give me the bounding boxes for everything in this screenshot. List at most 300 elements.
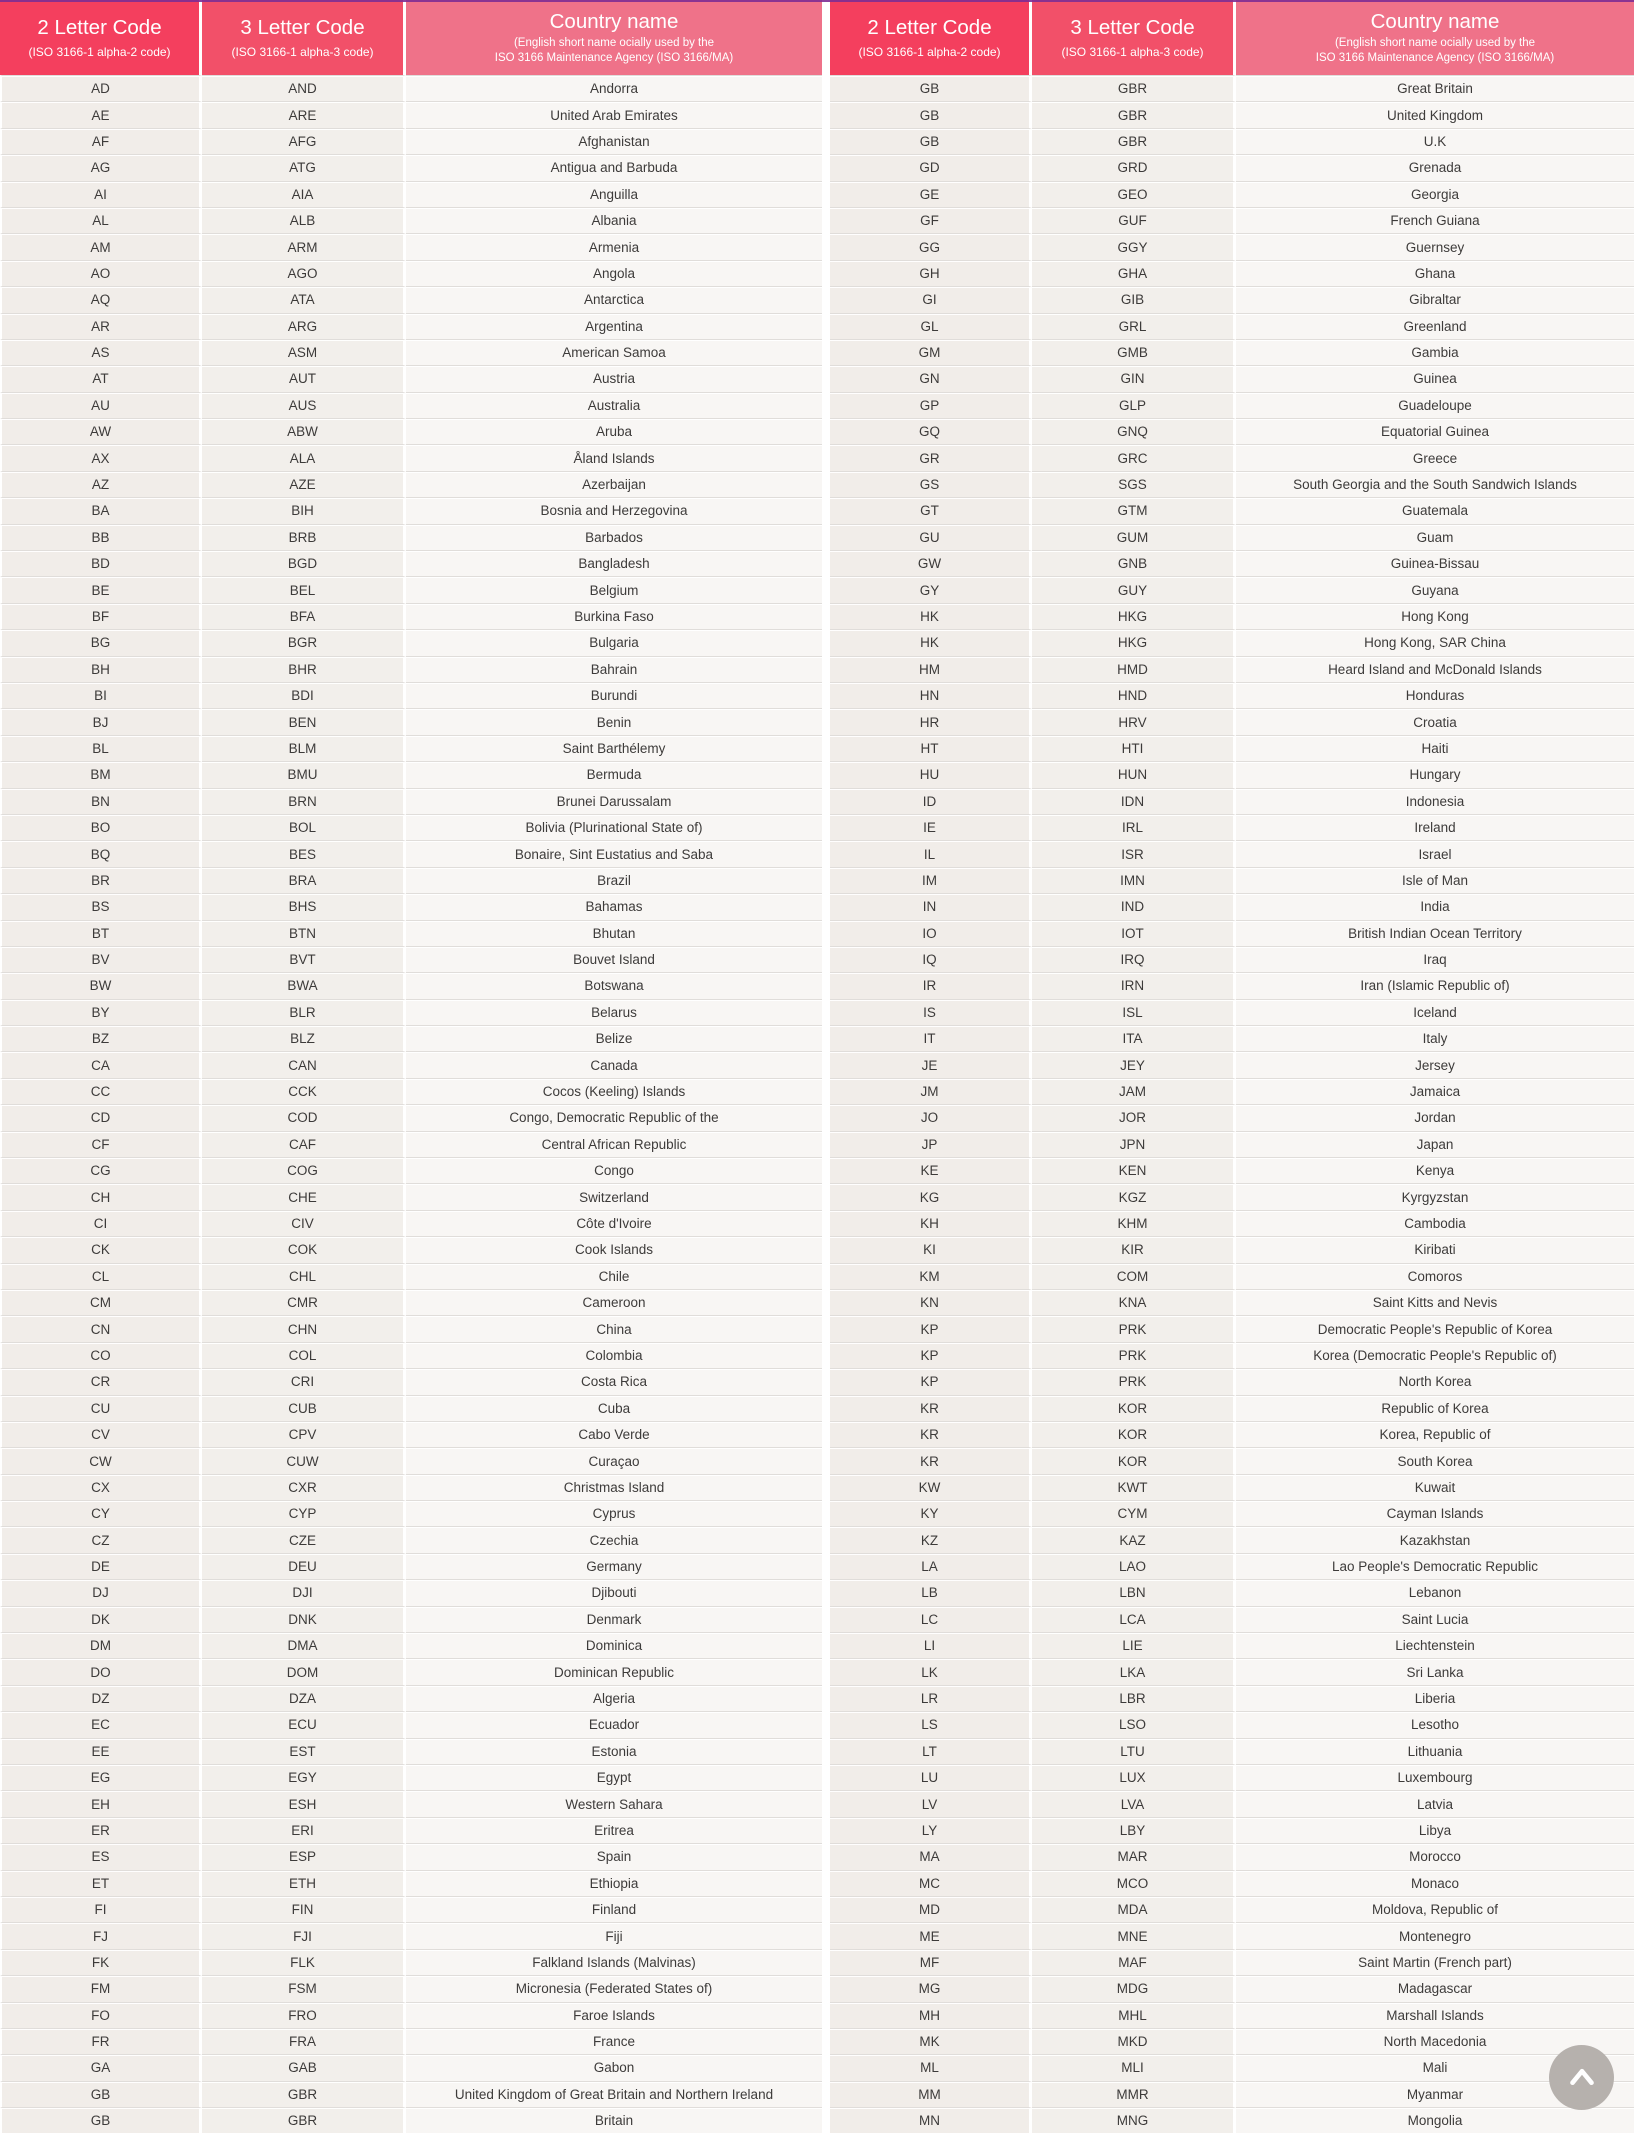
alpha2-cell: BJ bbox=[0, 708, 202, 734]
country-name-cell: Bahamas bbox=[406, 893, 822, 919]
alpha2-cell: GQ bbox=[830, 418, 1032, 444]
table-row bbox=[0, 1526, 822, 1552]
table-row bbox=[0, 1395, 822, 1421]
table-row bbox=[830, 761, 1634, 787]
table-row bbox=[830, 682, 1634, 708]
country-name-cell: Iran (Islamic Republic of) bbox=[1236, 972, 1634, 998]
alpha3-cell: LSO bbox=[1032, 1711, 1236, 1737]
alpha2-cell: BD bbox=[0, 550, 202, 576]
table-row bbox=[830, 946, 1634, 972]
alpha3-cell: HKG bbox=[1032, 603, 1236, 629]
alpha3-cell: ATA bbox=[202, 286, 406, 312]
alpha2-cell: JO bbox=[830, 1104, 1032, 1130]
alpha3-cell: BES bbox=[202, 840, 406, 866]
table-row bbox=[0, 1078, 822, 1104]
alpha3-cell: BHS bbox=[202, 893, 406, 919]
country-name-cell: Myanmar bbox=[1236, 2081, 1634, 2107]
alpha2-cell: CF bbox=[0, 1131, 202, 1157]
table-row bbox=[0, 920, 822, 946]
alpha3-cell: GRD bbox=[1032, 154, 1236, 180]
country-name-cell: Mali bbox=[1236, 2054, 1634, 2080]
alpha3-cell: ARG bbox=[202, 313, 406, 339]
alpha3-cell: HMD bbox=[1032, 656, 1236, 682]
table-row bbox=[0, 1843, 822, 1869]
header-3letter-code bbox=[1032, 0, 1236, 75]
alpha2-cell: GB bbox=[830, 128, 1032, 154]
table-row bbox=[0, 946, 822, 972]
alpha2-cell: AT bbox=[0, 365, 202, 391]
country-name-cell: Kuwait bbox=[1236, 1474, 1634, 1500]
table-row bbox=[830, 735, 1634, 761]
table-row bbox=[830, 286, 1634, 312]
table-row bbox=[830, 1157, 1634, 1183]
alpha2-cell: KE bbox=[830, 1157, 1032, 1183]
country-name-cell: Belize bbox=[406, 1025, 822, 1051]
table-row bbox=[0, 1315, 822, 1341]
alpha3-cell: CUW bbox=[202, 1447, 406, 1473]
table-row bbox=[830, 1553, 1634, 1579]
table-row bbox=[830, 1395, 1634, 1421]
alpha2-cell: AX bbox=[0, 444, 202, 470]
table-row bbox=[830, 181, 1634, 207]
alpha2-cell: AD bbox=[0, 75, 202, 101]
country-name-cell: South Korea bbox=[1236, 1447, 1634, 1473]
alpha2-cell: GR bbox=[830, 444, 1032, 470]
alpha2-cell: HU bbox=[830, 761, 1032, 787]
header-subtitle: (ISO 3166-1 alpha-2 code) bbox=[858, 44, 1001, 59]
country-name-cell: China bbox=[406, 1315, 822, 1341]
table-row bbox=[830, 1368, 1634, 1394]
country-name-cell: Azerbaijan bbox=[406, 471, 822, 497]
alpha2-cell: CD bbox=[0, 1104, 202, 1130]
table-row bbox=[0, 2028, 822, 2054]
table-row bbox=[830, 788, 1634, 814]
table-row bbox=[830, 1922, 1634, 1948]
alpha3-cell: MHL bbox=[1032, 2002, 1236, 2028]
alpha2-cell: DZ bbox=[0, 1685, 202, 1711]
table-row bbox=[830, 867, 1634, 893]
table-row bbox=[830, 1949, 1634, 1975]
alpha2-cell: HN bbox=[830, 682, 1032, 708]
country-name-cell: Austria bbox=[406, 365, 822, 391]
country-name-cell: Aruba bbox=[406, 418, 822, 444]
table-row bbox=[0, 1817, 822, 1843]
alpha3-cell: GRL bbox=[1032, 313, 1236, 339]
alpha2-cell: GB bbox=[0, 2081, 202, 2107]
country-name-cell: Spain bbox=[406, 1843, 822, 1869]
header-2letter-code bbox=[0, 0, 202, 75]
alpha3-cell: COD bbox=[202, 1104, 406, 1130]
country-name-cell: Guyana bbox=[1236, 576, 1634, 602]
alpha2-cell: AU bbox=[0, 392, 202, 418]
country-name-cell: Burundi bbox=[406, 682, 822, 708]
alpha3-cell: SGS bbox=[1032, 471, 1236, 497]
table-row bbox=[830, 840, 1634, 866]
table-row bbox=[0, 1474, 822, 1500]
header-2letter-code bbox=[830, 0, 1032, 75]
alpha2-cell: BL bbox=[0, 735, 202, 761]
header-subtitle: ISO 3166 Maintenance Agency (ISO 3166/MA) bbox=[494, 52, 734, 65]
alpha3-cell: KIR bbox=[1032, 1236, 1236, 1262]
table-row bbox=[830, 1817, 1634, 1843]
alpha3-cell: ESP bbox=[202, 1843, 406, 1869]
alpha2-cell: MF bbox=[830, 1949, 1032, 1975]
table-row bbox=[0, 181, 822, 207]
table-row bbox=[0, 1342, 822, 1368]
alpha2-cell: GY bbox=[830, 576, 1032, 602]
table-row bbox=[0, 1051, 822, 1077]
country-name-cell: Bonaire, Sint Eustatius and Saba bbox=[406, 840, 822, 866]
country-name-cell: British Indian Ocean Territory bbox=[1236, 920, 1634, 946]
country-name-cell: Åland Islands bbox=[406, 444, 822, 470]
alpha2-cell: IN bbox=[830, 893, 1032, 919]
alpha3-cell: BRA bbox=[202, 867, 406, 893]
alpha3-cell: MNE bbox=[1032, 1922, 1236, 1948]
alpha2-cell: GH bbox=[830, 260, 1032, 286]
alpha2-cell: BV bbox=[0, 946, 202, 972]
alpha3-cell: GUF bbox=[1032, 207, 1236, 233]
table-row bbox=[830, 1606, 1634, 1632]
alpha3-cell: CAF bbox=[202, 1131, 406, 1157]
alpha3-cell: BGD bbox=[202, 550, 406, 576]
alpha3-cell: ARM bbox=[202, 233, 406, 259]
country-name-cell: Sri Lanka bbox=[1236, 1658, 1634, 1684]
country-name-cell: Burkina Faso bbox=[406, 603, 822, 629]
table-row bbox=[0, 1157, 822, 1183]
alpha3-cell: BIH bbox=[202, 497, 406, 523]
alpha3-cell: BVT bbox=[202, 946, 406, 972]
country-name-cell: Heard Island and McDonald Islands bbox=[1236, 656, 1634, 682]
country-name-cell: Bosnia and Herzegovina bbox=[406, 497, 822, 523]
alpha3-cell: ALA bbox=[202, 444, 406, 470]
alpha2-cell: IO bbox=[830, 920, 1032, 946]
alpha3-cell: BRB bbox=[202, 524, 406, 550]
country-name-cell: Honduras bbox=[1236, 682, 1634, 708]
table-row bbox=[0, 656, 822, 682]
country-name-cell: Republic of Korea bbox=[1236, 1395, 1634, 1421]
country-name-cell: Croatia bbox=[1236, 708, 1634, 734]
table-row bbox=[830, 524, 1634, 550]
table-row bbox=[0, 1738, 822, 1764]
header-title: 3 Letter Code bbox=[240, 16, 365, 40]
table-row bbox=[830, 128, 1634, 154]
alpha3-cell: BGR bbox=[202, 629, 406, 655]
country-name-cell: Madagascar bbox=[1236, 1975, 1634, 2001]
table-row bbox=[0, 471, 822, 497]
table-row bbox=[0, 233, 822, 259]
table-row bbox=[0, 260, 822, 286]
alpha2-cell: GU bbox=[830, 524, 1032, 550]
alpha2-cell: FK bbox=[0, 1949, 202, 1975]
header-title: 2 Letter Code bbox=[37, 16, 162, 40]
table-row bbox=[830, 1236, 1634, 1262]
table-row bbox=[0, 708, 822, 734]
alpha2-cell: KW bbox=[830, 1474, 1032, 1500]
country-name-cell: American Samoa bbox=[406, 339, 822, 365]
alpha3-cell: COK bbox=[202, 1236, 406, 1262]
table-row bbox=[830, 814, 1634, 840]
chevron-up-icon bbox=[1563, 2059, 1601, 2097]
table-gap-divider bbox=[822, 0, 830, 2133]
alpha3-cell: DEU bbox=[202, 1553, 406, 1579]
alpha2-cell: MC bbox=[830, 1870, 1032, 1896]
alpha3-cell: DNK bbox=[202, 1606, 406, 1632]
alpha3-cell: BMU bbox=[202, 761, 406, 787]
alpha2-cell: DM bbox=[0, 1632, 202, 1658]
country-name-cell: Dominica bbox=[406, 1632, 822, 1658]
alpha2-cell: ER bbox=[0, 1817, 202, 1843]
table-row bbox=[830, 1500, 1634, 1526]
country-name-cell: North Macedonia bbox=[1236, 2028, 1634, 2054]
table-row bbox=[0, 1263, 822, 1289]
alpha2-cell: AO bbox=[0, 260, 202, 286]
alpha2-cell: KZ bbox=[830, 1526, 1032, 1552]
alpha3-cell: MNG bbox=[1032, 2107, 1236, 2133]
scroll-to-top-button[interactable] bbox=[1549, 2045, 1614, 2110]
country-name-cell: Djibouti bbox=[406, 1579, 822, 1605]
alpha2-cell: LS bbox=[830, 1711, 1032, 1737]
alpha3-cell: ERI bbox=[202, 1817, 406, 1843]
table-row bbox=[830, 471, 1634, 497]
alpha3-cell: KOR bbox=[1032, 1421, 1236, 1447]
alpha2-cell: HR bbox=[830, 708, 1032, 734]
alpha2-cell: DE bbox=[0, 1553, 202, 1579]
country-name-cell: Belgium bbox=[406, 576, 822, 602]
alpha3-cell: GTM bbox=[1032, 497, 1236, 523]
country-name-cell: Liberia bbox=[1236, 1685, 1634, 1711]
alpha3-cell: LUX bbox=[1032, 1764, 1236, 1790]
alpha2-cell: MK bbox=[830, 2028, 1032, 2054]
alpha3-cell: GIB bbox=[1032, 286, 1236, 312]
country-name-cell: Christmas Island bbox=[406, 1474, 822, 1500]
alpha3-cell: ASM bbox=[202, 339, 406, 365]
table-row bbox=[830, 972, 1634, 998]
table-row bbox=[0, 682, 822, 708]
alpha2-cell: CY bbox=[0, 1500, 202, 1526]
alpha3-cell: CYM bbox=[1032, 1500, 1236, 1526]
table-row bbox=[0, 365, 822, 391]
table-row bbox=[0, 840, 822, 866]
alpha3-cell: FSM bbox=[202, 1975, 406, 2001]
alpha3-cell: KOR bbox=[1032, 1447, 1236, 1473]
alpha2-cell: EE bbox=[0, 1738, 202, 1764]
alpha3-cell: FLK bbox=[202, 1949, 406, 1975]
alpha3-cell: EGY bbox=[202, 1764, 406, 1790]
alpha2-cell: LY bbox=[830, 1817, 1032, 1843]
alpha3-cell: ECU bbox=[202, 1711, 406, 1737]
table-row bbox=[0, 1210, 822, 1236]
table-row bbox=[0, 497, 822, 523]
alpha2-cell: AE bbox=[0, 101, 202, 127]
table-row bbox=[830, 1183, 1634, 1209]
table-row bbox=[0, 1553, 822, 1579]
table-row bbox=[830, 1975, 1634, 2001]
table-row bbox=[0, 1289, 822, 1315]
country-name-cell: Equatorial Guinea bbox=[1236, 418, 1634, 444]
country-name-cell: Great Britain bbox=[1236, 75, 1634, 101]
country-name-cell: Bhutan bbox=[406, 920, 822, 946]
table-row bbox=[830, 1764, 1634, 1790]
table-row bbox=[0, 603, 822, 629]
table-row bbox=[830, 418, 1634, 444]
country-name-cell: Barbados bbox=[406, 524, 822, 550]
alpha2-cell: GB bbox=[0, 2107, 202, 2133]
alpha2-cell: IS bbox=[830, 999, 1032, 1025]
table-row bbox=[830, 497, 1634, 523]
alpha3-cell: IDN bbox=[1032, 788, 1236, 814]
country-name-cell: Luxembourg bbox=[1236, 1764, 1634, 1790]
alpha3-cell: MMR bbox=[1032, 2081, 1236, 2107]
country-name-cell: Guinea bbox=[1236, 365, 1634, 391]
header-subtitle: (English short name ocially used by the bbox=[1334, 37, 1536, 50]
country-code-table-right bbox=[830, 0, 1634, 2133]
alpha2-cell: BI bbox=[0, 682, 202, 708]
country-name-cell: French Guiana bbox=[1236, 207, 1634, 233]
header-country-name bbox=[1236, 0, 1634, 75]
table-row bbox=[830, 2107, 1634, 2133]
alpha2-cell: BH bbox=[0, 656, 202, 682]
alpha2-cell: CU bbox=[0, 1395, 202, 1421]
table-row bbox=[0, 1632, 822, 1658]
alpha2-cell: IM bbox=[830, 867, 1032, 893]
table-row bbox=[0, 1949, 822, 1975]
country-name-cell: Albania bbox=[406, 207, 822, 233]
alpha2-cell: MA bbox=[830, 1843, 1032, 1869]
table-row bbox=[0, 444, 822, 470]
table-row bbox=[0, 1711, 822, 1737]
alpha3-cell: IOT bbox=[1032, 920, 1236, 946]
table-row bbox=[0, 1790, 822, 1816]
alpha2-cell: HT bbox=[830, 735, 1032, 761]
header-subtitle: (ISO 3166-1 alpha-3 code) bbox=[231, 44, 374, 59]
alpha2-cell: CI bbox=[0, 1210, 202, 1236]
table-row bbox=[0, 1764, 822, 1790]
country-name-cell: Kazakhstan bbox=[1236, 1526, 1634, 1552]
alpha3-cell: LIE bbox=[1032, 1632, 1236, 1658]
alpha3-cell: BEN bbox=[202, 708, 406, 734]
alpha2-cell: EG bbox=[0, 1764, 202, 1790]
header-title: 3 Letter Code bbox=[1070, 16, 1195, 40]
country-name-cell: Israel bbox=[1236, 840, 1634, 866]
table-row bbox=[0, 101, 822, 127]
alpha2-cell: LB bbox=[830, 1579, 1032, 1605]
table-row bbox=[0, 128, 822, 154]
country-name-cell: Cameroon bbox=[406, 1289, 822, 1315]
alpha2-cell: CL bbox=[0, 1263, 202, 1289]
header-subtitle: (ISO 3166-1 alpha-2 code) bbox=[28, 44, 171, 59]
alpha3-cell: MAF bbox=[1032, 1949, 1236, 1975]
table-row bbox=[0, 1685, 822, 1711]
alpha3-cell: BRN bbox=[202, 788, 406, 814]
table-row bbox=[830, 1051, 1634, 1077]
table-row bbox=[830, 233, 1634, 259]
table-row bbox=[0, 1236, 822, 1262]
country-name-cell: India bbox=[1236, 893, 1634, 919]
alpha3-cell: CHN bbox=[202, 1315, 406, 1341]
country-name-cell: Jamaica bbox=[1236, 1078, 1634, 1104]
alpha3-cell: CPV bbox=[202, 1421, 406, 1447]
country-name-cell: United Arab Emirates bbox=[406, 101, 822, 127]
country-name-cell: Congo, Democratic Republic of the bbox=[406, 1104, 822, 1130]
table-row bbox=[0, 814, 822, 840]
header-title: 2 Letter Code bbox=[867, 16, 992, 40]
table-row bbox=[0, 154, 822, 180]
country-name-cell: Greece bbox=[1236, 444, 1634, 470]
alpha2-cell: BY bbox=[0, 999, 202, 1025]
table-row bbox=[830, 1526, 1634, 1552]
alpha3-cell: MDG bbox=[1032, 1975, 1236, 2001]
country-name-cell: Morocco bbox=[1236, 1843, 1634, 1869]
table-row bbox=[0, 972, 822, 998]
alpha3-cell: BLR bbox=[202, 999, 406, 1025]
country-name-cell: Bulgaria bbox=[406, 629, 822, 655]
table-header bbox=[0, 0, 822, 75]
alpha3-cell: GEO bbox=[1032, 181, 1236, 207]
alpha2-cell: GE bbox=[830, 181, 1032, 207]
header-subtitle: (English short name ocially used by the bbox=[513, 37, 715, 50]
alpha2-cell: CN bbox=[0, 1315, 202, 1341]
alpha2-cell: FM bbox=[0, 1975, 202, 2001]
alpha3-cell: BLM bbox=[202, 735, 406, 761]
country-name-cell: Guinea-Bissau bbox=[1236, 550, 1634, 576]
alpha3-cell: ISL bbox=[1032, 999, 1236, 1025]
alpha3-cell: IMN bbox=[1032, 867, 1236, 893]
table-row bbox=[830, 576, 1634, 602]
country-name-cell: Bangladesh bbox=[406, 550, 822, 576]
table-row bbox=[0, 1975, 822, 2001]
country-name-cell: Egypt bbox=[406, 1764, 822, 1790]
alpha3-cell: ISR bbox=[1032, 840, 1236, 866]
country-name-cell: Ethiopia bbox=[406, 1870, 822, 1896]
alpha2-cell: BA bbox=[0, 497, 202, 523]
alpha2-cell: IL bbox=[830, 840, 1032, 866]
table-row bbox=[0, 1104, 822, 1130]
alpha2-cell: LK bbox=[830, 1658, 1032, 1684]
table-row bbox=[830, 2054, 1634, 2080]
alpha3-cell: KAZ bbox=[1032, 1526, 1236, 1552]
alpha2-cell: DO bbox=[0, 1658, 202, 1684]
alpha2-cell: BF bbox=[0, 603, 202, 629]
country-name-cell: Jersey bbox=[1236, 1051, 1634, 1077]
table-row bbox=[830, 1870, 1634, 1896]
alpha3-cell: BEL bbox=[202, 576, 406, 602]
alpha2-cell: CV bbox=[0, 1421, 202, 1447]
alpha2-cell: GM bbox=[830, 339, 1032, 365]
alpha2-cell: LU bbox=[830, 1764, 1032, 1790]
alpha3-cell: CRI bbox=[202, 1368, 406, 1394]
alpha2-cell: KH bbox=[830, 1210, 1032, 1236]
country-name-cell: Bolivia (Plurinational State of) bbox=[406, 814, 822, 840]
alpha2-cell: BG bbox=[0, 629, 202, 655]
table-row bbox=[830, 1421, 1634, 1447]
country-name-cell: Montenegro bbox=[1236, 1922, 1634, 1948]
country-name-cell: Dominican Republic bbox=[406, 1658, 822, 1684]
table-row bbox=[830, 1843, 1634, 1869]
country-name-cell: United Kingdom of Great Britain and Northern Ireland bbox=[406, 2081, 822, 2107]
country-name-cell: Finland bbox=[406, 1896, 822, 1922]
alpha3-cell: CYP bbox=[202, 1500, 406, 1526]
country-name-cell: Ecuador bbox=[406, 1711, 822, 1737]
alpha2-cell: DJ bbox=[0, 1579, 202, 1605]
alpha2-cell: CA bbox=[0, 1051, 202, 1077]
country-name-cell: Democratic People's Republic of Korea bbox=[1236, 1315, 1634, 1341]
alpha2-cell: ME bbox=[830, 1922, 1032, 1948]
table-row bbox=[830, 1658, 1634, 1684]
table-row bbox=[0, 788, 822, 814]
country-name-cell: Congo bbox=[406, 1157, 822, 1183]
alpha3-cell: KGZ bbox=[1032, 1183, 1236, 1209]
country-name-cell: Saint Barthélemy bbox=[406, 735, 822, 761]
